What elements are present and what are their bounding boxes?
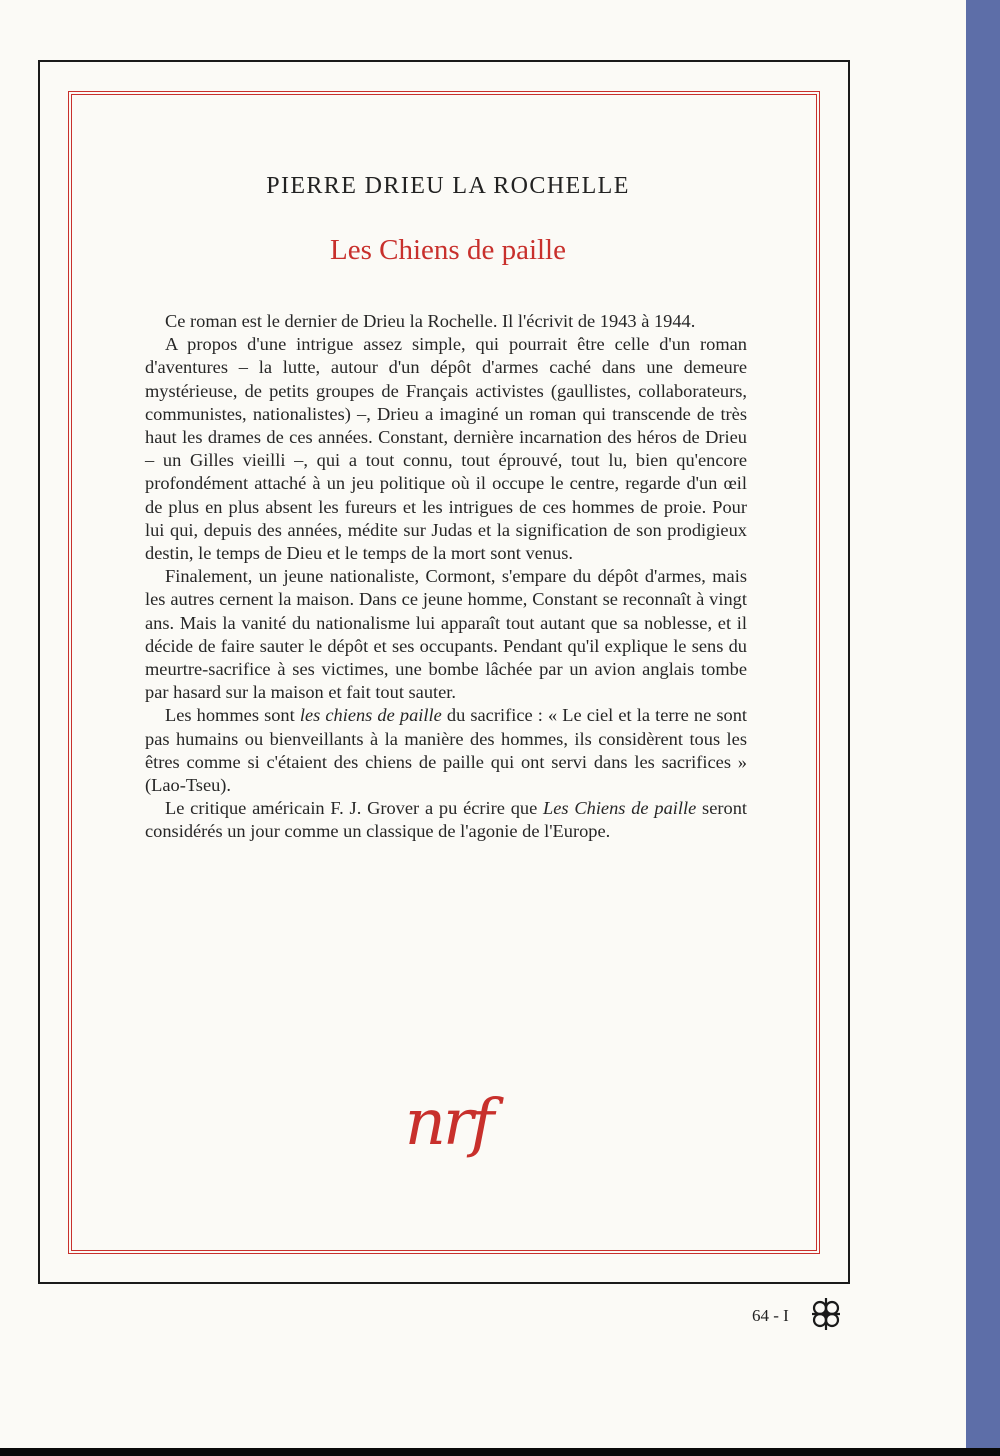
nrf-logo-text: nrf (404, 1086, 492, 1160)
blurb-paragraph-1: Ce roman est le dernier de Drieu la Rochelle. Il l'écrivit de 1943 à 1944. (165, 311, 696, 331)
gallimard-emblem-icon (806, 1296, 846, 1332)
bottom-edge (0, 1448, 1000, 1456)
blurb-paragraph-5 (145, 797, 747, 843)
blurb-p4-end: du sacrifice : « Le ciel et la terre ne sont pas humains ou bienveillants à la manière des hommes, ils considèrent tous les êtres comme si c'étaient des chiens de paille qui ont servi dans les sacrifices » (Lao-Tseu). (145, 705, 747, 796)
blurb-p4-start: Les hommes sont (165, 705, 300, 726)
blurb-p4-italic: les chiens de paille (299, 705, 442, 726)
spine-edge (966, 0, 1000, 1456)
author-name: PIERRE DRIEU LA ROCHELLE (266, 173, 630, 199)
blurb-text (145, 310, 747, 844)
catalog-code: 64 - I (752, 1306, 789, 1325)
blurb-p5-end: seront considérés un jour comme un classique de l'agonie de l'Europe. (145, 798, 747, 842)
blurb-paragraph-4 (145, 704, 747, 797)
blurb-p5-italic: Les Chiens de paille (543, 798, 697, 819)
blurb-p5-start: Le critique américain F. J. Grover a pu écrire que (165, 798, 544, 819)
nrf-logo (378, 1083, 518, 1173)
blurb-paragraph-2: A propos d'une intrigue assez simple, qui pourrait être celle d'un roman d'aventures – la lutte, autour d'un dépôt d'armes caché dans une demeure mystérieuse, de petits groupes de Français activistes (gaullistes, collaborateurs, communistes, nationalistes) –, Drieu a imaginé un roman qui transcende de très haut les drames de ces années. Constant, dernière incarnation des héros de Drieu – un Gilles vieilli –, qui a tout connu, tout éprouvé, tout lu, bien qu'encore profondément attaché à un jeu politique où il occupe le centre, regarde d'un œil de plus en plus absent les fureurs et les intrigues de ces hommes de proie. Pour lui qui, depuis des années, médite sur Judas et la signification de son prodigieux destin, le temps de Dieu et le temps de la mort sont venus. (145, 334, 747, 564)
blurb-paragraph-3: Finalement, un jeune nationaliste, Cormont, s'empare du dépôt d'armes, mais les autres cernent la maison. Dans ce jeune homme, Constant se reconnaît à vingt ans. Mais la vanité du nationalisme lui apparaît tout autant que sa noblesse, et il décide de faire sauter le dépôt et ses occupants. Pendant qu'il explique le sens du meurtre-sacrifice à ses victimes, une bombe lâchée par un avion anglais tombe par hasard sur la maison et fait tout sauter. (145, 566, 747, 703)
book-title: Les Chiens de paille (330, 234, 566, 266)
